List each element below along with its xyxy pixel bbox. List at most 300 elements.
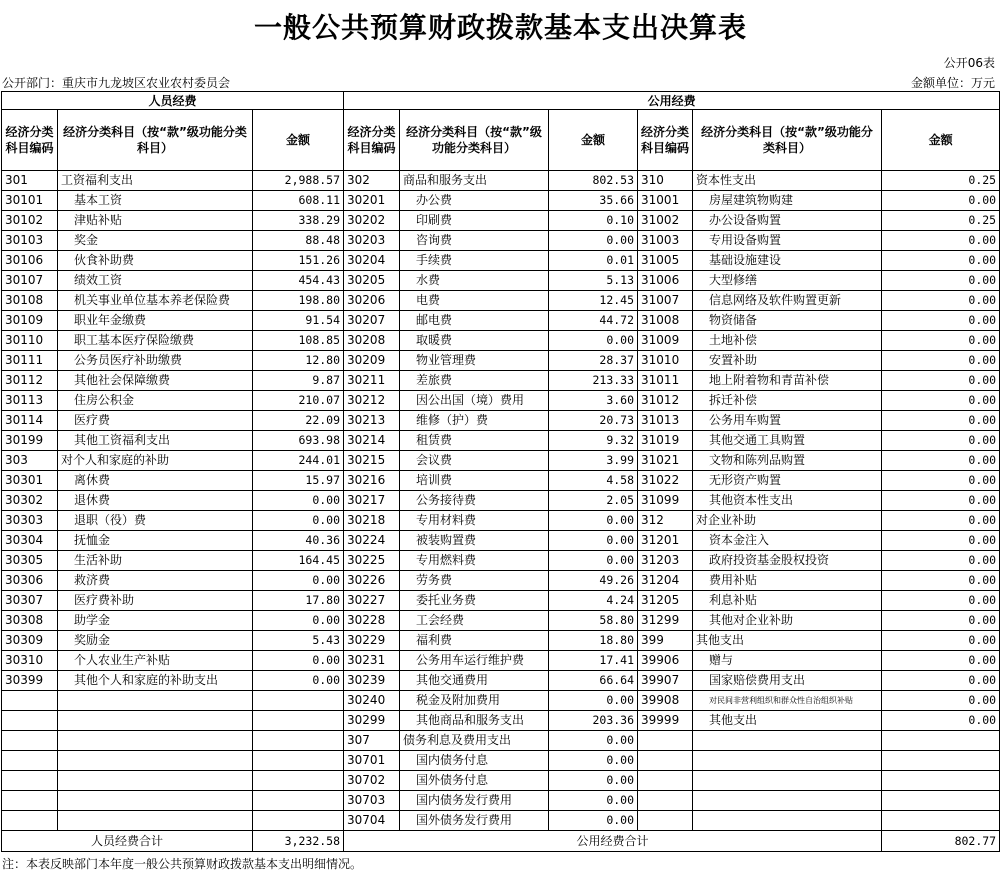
amount-cell: 12.80 <box>253 351 344 371</box>
name-cell: 专用设备购置 <box>693 231 882 251</box>
amount-cell: 0.25 <box>882 171 1000 191</box>
code-cell: 31019 <box>638 431 693 451</box>
name-cell: 电费 <box>400 291 549 311</box>
amount-cell <box>882 791 1000 811</box>
code-cell: 30226 <box>344 571 400 591</box>
code-cell: 30227 <box>344 591 400 611</box>
amount-cell: 0.00 <box>253 611 344 631</box>
amount-cell: 9.32 <box>549 431 638 451</box>
code-cell: 39908 <box>638 691 693 711</box>
table-row <box>2 811 1000 831</box>
table-row <box>2 591 1000 611</box>
code-cell: 31010 <box>638 351 693 371</box>
code-cell: 310 <box>638 171 693 191</box>
personnel-total-label: 人员经费合计 <box>2 831 253 852</box>
code-cell: 31022 <box>638 471 693 491</box>
code-cell: 30209 <box>344 351 400 371</box>
amount-cell <box>882 811 1000 831</box>
table-row <box>2 671 1000 691</box>
amount-cell: 58.80 <box>549 611 638 631</box>
name-cell: 差旅费 <box>400 371 549 391</box>
amount-cell: 0.00 <box>882 351 1000 371</box>
amount-cell: 0.00 <box>882 431 1000 451</box>
name-cell: 机关事业单位基本养老保险费 <box>58 291 253 311</box>
table-body <box>2 171 1000 831</box>
table-row <box>2 431 1000 451</box>
table-row <box>2 751 1000 771</box>
name-cell: 专用燃料费 <box>400 551 549 571</box>
code-cell: 30224 <box>344 531 400 551</box>
amount-cell: 0.00 <box>882 651 1000 671</box>
amount-cell: 0.00 <box>253 571 344 591</box>
name-cell: 大型修缮 <box>693 271 882 291</box>
name-cell: 资本性支出 <box>693 171 882 191</box>
code-cell: 30101 <box>2 191 58 211</box>
code-cell: 30213 <box>344 411 400 431</box>
name-cell: 其他工资福利支出 <box>58 431 253 451</box>
name-cell: 赠与 <box>693 651 882 671</box>
code-cell: 30399 <box>2 671 58 691</box>
amount-cell: 210.07 <box>253 391 344 411</box>
name-cell: 奖金 <box>58 231 253 251</box>
code-cell: 30231 <box>344 651 400 671</box>
name-cell: 咨询费 <box>400 231 549 251</box>
code-cell: 31201 <box>638 531 693 551</box>
name-cell: 其他支出 <box>693 711 882 731</box>
name-cell: 劳务费 <box>400 571 549 591</box>
code-cell: 31006 <box>638 271 693 291</box>
name-cell: 职业年金缴费 <box>58 311 253 331</box>
form-number: 公开06表 <box>943 56 995 70</box>
table-row <box>2 691 1000 711</box>
amount-cell: 0.00 <box>882 311 1000 331</box>
table-row <box>2 791 1000 811</box>
name-cell: 津贴补贴 <box>58 211 253 231</box>
table-row <box>2 471 1000 491</box>
table-row <box>2 191 1000 211</box>
name-cell: 安置补助 <box>693 351 882 371</box>
amount-cell: 0.00 <box>253 491 344 511</box>
name-cell: 工资福利支出 <box>58 171 253 191</box>
name-cell: 住房公积金 <box>58 391 253 411</box>
code-cell: 30109 <box>2 311 58 331</box>
name-cell: 文物和陈列品购置 <box>693 451 882 471</box>
amount-cell: 0.00 <box>549 751 638 771</box>
amount-cell: 0.00 <box>882 531 1000 551</box>
name-cell <box>58 731 253 751</box>
code-cell: 30212 <box>344 391 400 411</box>
amount-cell: 0.00 <box>882 711 1000 731</box>
table-row <box>2 571 1000 591</box>
name-cell: 无形资产购置 <box>693 471 882 491</box>
col-header-amount: 金额 <box>253 110 344 171</box>
amount-cell: 0.00 <box>882 371 1000 391</box>
public-total-value: 802.77 <box>882 831 1000 852</box>
name-cell <box>58 791 253 811</box>
amount-cell: 0.00 <box>549 531 638 551</box>
code-cell: 31011 <box>638 371 693 391</box>
code-cell: 30208 <box>344 331 400 351</box>
report-title: 一般公共预算财政拨款基本支出决算表 <box>253 11 747 44</box>
name-cell <box>58 711 253 731</box>
name-cell: 伙食补助费 <box>58 251 253 271</box>
code-cell: 39906 <box>638 651 693 671</box>
amount-cell <box>253 771 344 791</box>
code-cell: 31021 <box>638 451 693 471</box>
name-cell: 维修（护）费 <box>400 411 549 431</box>
amount-cell: 0.00 <box>882 271 1000 291</box>
name-cell: 费用补贴 <box>693 571 882 591</box>
code-cell: 30113 <box>2 391 58 411</box>
code-cell: 301 <box>2 171 58 191</box>
name-cell <box>693 731 882 751</box>
name-cell: 委托业务费 <box>400 591 549 611</box>
name-cell: 生活补助 <box>58 551 253 571</box>
amount-cell: 18.80 <box>549 631 638 651</box>
name-cell: 因公出国（境）费用 <box>400 391 549 411</box>
code-cell: 31005 <box>638 251 693 271</box>
amount-cell: 17.80 <box>253 591 344 611</box>
name-cell: 其他个人和家庭的补助支出 <box>58 671 253 691</box>
name-cell: 职工基本医疗保险缴费 <box>58 331 253 351</box>
name-cell: 培训费 <box>400 471 549 491</box>
expenditure-table <box>1 91 1000 852</box>
code-cell <box>2 731 58 751</box>
amount-cell: 213.33 <box>549 371 638 391</box>
name-cell <box>58 751 253 771</box>
code-cell: 30201 <box>344 191 400 211</box>
table-row <box>2 451 1000 471</box>
code-cell <box>638 791 693 811</box>
amount-cell: 203.36 <box>549 711 638 731</box>
code-cell: 30225 <box>344 551 400 571</box>
code-cell: 312 <box>638 511 693 531</box>
amount-cell: 108.85 <box>253 331 344 351</box>
name-cell: 被装购置费 <box>400 531 549 551</box>
col-header-name: 经济分类科目（按“款”级功能分类科目） <box>693 110 882 171</box>
amount-cell: 0.00 <box>549 811 638 831</box>
name-cell: 福利费 <box>400 631 549 651</box>
code-cell: 31205 <box>638 591 693 611</box>
name-cell: 抚恤金 <box>58 531 253 551</box>
amount-cell <box>882 751 1000 771</box>
amount-cell: 22.09 <box>253 411 344 431</box>
name-cell: 信息网络及软件购置更新 <box>693 291 882 311</box>
name-cell: 邮电费 <box>400 311 549 331</box>
amount-cell <box>253 731 344 751</box>
table-row <box>2 611 1000 631</box>
footnote: 注：本表反映部门本年度一般公共预算财政拨款基本支出明细情况。 <box>2 857 363 871</box>
code-cell: 30217 <box>344 491 400 511</box>
code-cell: 30701 <box>344 751 400 771</box>
col-header-code: 经济分类科目编码 <box>2 110 58 171</box>
code-cell: 30307 <box>2 591 58 611</box>
name-cell <box>693 751 882 771</box>
amount-cell: 0.00 <box>882 411 1000 431</box>
amount-cell: 338.29 <box>253 211 344 231</box>
table-row <box>2 291 1000 311</box>
code-cell: 31299 <box>638 611 693 631</box>
name-cell <box>58 691 253 711</box>
amount-cell: 35.66 <box>549 191 638 211</box>
name-cell: 政府投资基金股权投资 <box>693 551 882 571</box>
amount-cell <box>882 771 1000 791</box>
name-cell: 其他商品和服务支出 <box>400 711 549 731</box>
amount-cell: 0.00 <box>882 451 1000 471</box>
table-row <box>2 411 1000 431</box>
amount-cell: 0.00 <box>253 511 344 531</box>
code-cell: 31203 <box>638 551 693 571</box>
name-cell: 会议费 <box>400 451 549 471</box>
table-row <box>2 651 1000 671</box>
amount-cell: 5.43 <box>253 631 344 651</box>
table-row <box>2 731 1000 751</box>
name-cell <box>693 811 882 831</box>
name-cell <box>693 791 882 811</box>
table-row <box>2 531 1000 551</box>
name-cell: 公务员医疗补助缴费 <box>58 351 253 371</box>
name-cell: 离休费 <box>58 471 253 491</box>
code-cell: 30229 <box>344 631 400 651</box>
amount-cell: 44.72 <box>549 311 638 331</box>
col-header-name: 经济分类科目（按“款”级功能分类科目） <box>400 110 549 171</box>
code-cell: 30309 <box>2 631 58 651</box>
code-cell: 30103 <box>2 231 58 251</box>
name-cell: 公务用车运行维护费 <box>400 651 549 671</box>
name-cell: 债务利息及费用支出 <box>400 731 549 751</box>
name-cell: 国内债务发行费用 <box>400 791 549 811</box>
department-label: 公开部门：重庆市九龙坡区农业农村委员会 <box>2 76 231 90</box>
name-cell: 对个人和家庭的补助 <box>58 451 253 471</box>
code-cell: 30703 <box>344 791 400 811</box>
amount-cell: 0.00 <box>882 671 1000 691</box>
code-cell: 30304 <box>2 531 58 551</box>
amount-cell: 164.45 <box>253 551 344 571</box>
name-cell: 基本工资 <box>58 191 253 211</box>
code-cell: 30308 <box>2 611 58 631</box>
amount-cell <box>882 731 1000 751</box>
name-cell: 公务接待费 <box>400 491 549 511</box>
table-row <box>2 331 1000 351</box>
name-cell: 专用材料费 <box>400 511 549 531</box>
code-cell: 31099 <box>638 491 693 511</box>
amount-cell: 244.01 <box>253 451 344 471</box>
amount-cell: 0.00 <box>882 511 1000 531</box>
name-cell: 对民间非营利组织和群众性自治组织补贴 <box>693 691 882 711</box>
name-cell: 助学金 <box>58 611 253 631</box>
code-cell: 302 <box>344 171 400 191</box>
amount-cell: 0.00 <box>549 511 638 531</box>
code-cell: 30228 <box>344 611 400 631</box>
name-cell: 物业管理费 <box>400 351 549 371</box>
code-cell: 30305 <box>2 551 58 571</box>
table-row <box>2 231 1000 251</box>
name-cell <box>693 771 882 791</box>
amount-cell: 0.00 <box>549 231 638 251</box>
code-cell <box>638 811 693 831</box>
name-cell: 基础设施建设 <box>693 251 882 271</box>
code-cell: 31008 <box>638 311 693 331</box>
name-cell: 其他交通费用 <box>400 671 549 691</box>
code-cell: 31002 <box>638 211 693 231</box>
name-cell: 房屋建筑物购建 <box>693 191 882 211</box>
table-row <box>2 371 1000 391</box>
code-cell: 30206 <box>344 291 400 311</box>
amount-cell: 0.01 <box>549 251 638 271</box>
code-cell: 31003 <box>638 231 693 251</box>
amount-cell: 0.00 <box>882 391 1000 411</box>
name-cell: 绩效工资 <box>58 271 253 291</box>
name-cell: 退职（役）费 <box>58 511 253 531</box>
name-cell: 拆迁补偿 <box>693 391 882 411</box>
totals-row <box>2 831 1000 852</box>
code-cell <box>2 691 58 711</box>
code-cell <box>2 791 58 811</box>
code-cell: 30106 <box>2 251 58 271</box>
name-cell: 土地补偿 <box>693 331 882 351</box>
amount-cell: 0.00 <box>549 691 638 711</box>
code-cell: 31012 <box>638 391 693 411</box>
amount-cell: 0.25 <box>882 211 1000 231</box>
code-cell <box>2 771 58 791</box>
name-cell: 国外债务发行费用 <box>400 811 549 831</box>
amount-cell: 0.00 <box>253 651 344 671</box>
name-cell: 手续费 <box>400 251 549 271</box>
amount-cell: 0.00 <box>882 551 1000 571</box>
col-header-amount: 金额 <box>882 110 1000 171</box>
code-cell <box>2 711 58 731</box>
table-row <box>2 511 1000 531</box>
amount-cell <box>253 811 344 831</box>
code-cell: 30112 <box>2 371 58 391</box>
name-cell: 商品和服务支出 <box>400 171 549 191</box>
amount-cell: 0.00 <box>549 791 638 811</box>
code-cell: 31001 <box>638 191 693 211</box>
code-cell: 30306 <box>2 571 58 591</box>
amount-cell: 0.00 <box>882 331 1000 351</box>
name-cell: 国外债务付息 <box>400 771 549 791</box>
amount-cell: 17.41 <box>549 651 638 671</box>
name-cell: 其他社会保障缴费 <box>58 371 253 391</box>
name-cell: 印刷费 <box>400 211 549 231</box>
amount-cell: 0.00 <box>882 471 1000 491</box>
table-row <box>2 551 1000 571</box>
table-row <box>2 711 1000 731</box>
amount-cell: 0.00 <box>882 251 1000 271</box>
amount-cell: 3.60 <box>549 391 638 411</box>
amount-cell: 0.10 <box>549 211 638 231</box>
code-cell: 30204 <box>344 251 400 271</box>
name-cell: 水费 <box>400 271 549 291</box>
amount-cell: 0.00 <box>882 571 1000 591</box>
col-header-code: 经济分类科目编码 <box>638 110 693 171</box>
name-cell: 退休费 <box>58 491 253 511</box>
amount-cell: 0.00 <box>882 291 1000 311</box>
code-cell: 31013 <box>638 411 693 431</box>
name-cell: 办公设备购置 <box>693 211 882 231</box>
code-cell: 30211 <box>344 371 400 391</box>
col-header-amount: 金额 <box>549 110 638 171</box>
table-row <box>2 211 1000 231</box>
amount-cell: 0.00 <box>253 671 344 691</box>
name-cell: 其他资本性支出 <box>693 491 882 511</box>
group-header-public: 公用经费 <box>344 92 1000 110</box>
public-total-label: 公用经费合计 <box>344 831 882 852</box>
amount-cell: 0.00 <box>549 551 638 571</box>
table-row <box>2 251 1000 271</box>
code-cell: 303 <box>2 451 58 471</box>
code-cell: 39999 <box>638 711 693 731</box>
name-cell <box>58 771 253 791</box>
code-cell: 30199 <box>2 431 58 451</box>
amount-cell: 0.00 <box>882 591 1000 611</box>
amount-cell <box>253 751 344 771</box>
code-cell: 30702 <box>344 771 400 791</box>
code-cell: 30704 <box>344 811 400 831</box>
name-cell: 其他支出 <box>693 631 882 651</box>
amount-cell: 802.53 <box>549 171 638 191</box>
code-cell: 30240 <box>344 691 400 711</box>
name-cell: 其他对企业补助 <box>693 611 882 631</box>
name-cell: 国内债务付息 <box>400 751 549 771</box>
name-cell: 取暖费 <box>400 331 549 351</box>
name-cell: 对企业补助 <box>693 511 882 531</box>
code-cell: 30214 <box>344 431 400 451</box>
name-cell: 租赁费 <box>400 431 549 451</box>
code-cell: 30107 <box>2 271 58 291</box>
name-cell <box>58 811 253 831</box>
code-cell: 30303 <box>2 511 58 531</box>
amount-cell: 151.26 <box>253 251 344 271</box>
code-cell: 30215 <box>344 451 400 471</box>
code-cell: 31009 <box>638 331 693 351</box>
code-cell: 31204 <box>638 571 693 591</box>
table-row <box>2 271 1000 291</box>
table-row <box>2 631 1000 651</box>
amount-cell: 66.64 <box>549 671 638 691</box>
amount-cell: 15.97 <box>253 471 344 491</box>
code-cell: 30111 <box>2 351 58 371</box>
name-cell: 医疗费补助 <box>58 591 253 611</box>
code-cell <box>2 751 58 771</box>
amount-cell: 49.26 <box>549 571 638 591</box>
amount-cell: 0.00 <box>882 231 1000 251</box>
name-cell: 公务用车购置 <box>693 411 882 431</box>
amount-cell: 12.45 <box>549 291 638 311</box>
amount-cell: 4.58 <box>549 471 638 491</box>
amount-cell: 0.00 <box>882 191 1000 211</box>
code-cell: 399 <box>638 631 693 651</box>
amount-cell: 40.36 <box>253 531 344 551</box>
code-cell: 30301 <box>2 471 58 491</box>
code-cell: 30202 <box>344 211 400 231</box>
name-cell: 个人农业生产补贴 <box>58 651 253 671</box>
amount-cell: 0.00 <box>549 771 638 791</box>
name-cell: 工会经费 <box>400 611 549 631</box>
code-cell: 30299 <box>344 711 400 731</box>
amount-cell: 91.54 <box>253 311 344 331</box>
code-cell: 30207 <box>344 311 400 331</box>
name-cell: 国家赔偿费用支出 <box>693 671 882 691</box>
group-header-personnel: 人员经费 <box>2 92 344 110</box>
code-cell <box>638 731 693 751</box>
name-cell: 利息补贴 <box>693 591 882 611</box>
code-cell: 30205 <box>344 271 400 291</box>
name-cell: 其他交通工具购置 <box>693 431 882 451</box>
amount-cell: 0.00 <box>882 631 1000 651</box>
col-header-code: 经济分类科目编码 <box>344 110 400 171</box>
amount-cell: 88.48 <box>253 231 344 251</box>
